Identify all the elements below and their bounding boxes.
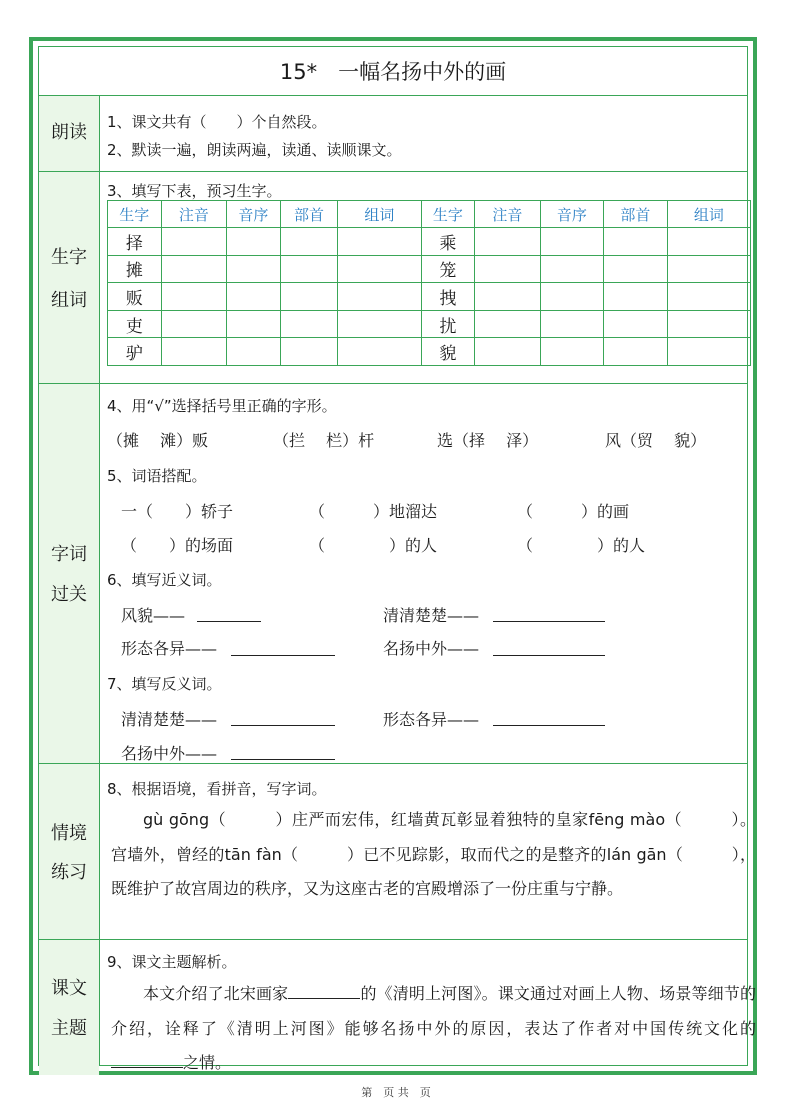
pinyin-cell[interactable] xyxy=(475,228,540,256)
index-letter-cell[interactable] xyxy=(227,255,281,283)
character-cell: 贩 xyxy=(108,283,162,311)
table-header: 音序 xyxy=(227,201,281,228)
section-label-theme-1: 课文 xyxy=(51,978,87,999)
table-row xyxy=(108,338,751,366)
answer-line[interactable] xyxy=(493,725,605,726)
index-letter-cell[interactable] xyxy=(227,310,281,338)
radical-cell[interactable] xyxy=(604,283,668,311)
word-cell[interactable] xyxy=(338,228,421,256)
table-row xyxy=(108,228,751,256)
question-2: 2、默读一遍，朗读两遍，读通、读顺课文。 xyxy=(107,141,402,159)
word-cell[interactable] xyxy=(667,228,750,256)
word-cell[interactable] xyxy=(667,310,750,338)
section-label-characters-1: 生字 xyxy=(51,247,87,268)
index-letter-cell[interactable] xyxy=(227,228,281,256)
pinyin-cell[interactable] xyxy=(161,310,226,338)
word-cell[interactable] xyxy=(667,338,750,366)
question-4: 4、用“√”选择括号里正确的字形。 xyxy=(107,397,337,415)
collocation-item: 一（ ）轿子 xyxy=(121,502,234,521)
paragraph-text: 了一份庄重与宁静。 xyxy=(479,879,624,898)
paragraph-text: （ ），既维护了故宫周边的秩序，又为这座古老的宫殿增添 xyxy=(111,844,756,898)
table-header: 组词 xyxy=(667,201,750,228)
choice-item[interactable]: 风（贸 貌） xyxy=(605,431,707,450)
synonym-prompt: 名扬中外—— xyxy=(383,639,480,658)
answer-line[interactable] xyxy=(288,982,360,999)
paragraph-text: 国传统文化的 xyxy=(650,1018,756,1038)
character-cell: 拽 xyxy=(421,283,475,311)
section-label-theme-2: 主题 xyxy=(51,1018,87,1039)
pinyin-cell[interactable] xyxy=(475,255,540,283)
paragraph-text: （ ）。宫墙外，曾经的 xyxy=(111,810,756,864)
character-cell: 驴 xyxy=(108,338,162,366)
index-letter-cell[interactable] xyxy=(540,228,604,256)
divider xyxy=(39,939,747,940)
radical-cell[interactable] xyxy=(280,310,338,338)
pinyin-prompt: fēng mào xyxy=(588,810,666,829)
index-letter-cell[interactable] xyxy=(540,310,604,338)
index-letter-cell[interactable] xyxy=(540,255,604,283)
word-cell[interactable] xyxy=(338,338,421,366)
radical-cell[interactable] xyxy=(280,338,338,366)
synonym-prompt: 清清楚楚—— xyxy=(383,606,480,625)
radical-cell[interactable] xyxy=(280,283,338,311)
pinyin-cell[interactable] xyxy=(475,338,540,366)
section-label-context-1: 情境 xyxy=(51,823,87,844)
index-letter-cell[interactable] xyxy=(540,283,604,311)
character-cell: 乘 xyxy=(421,228,475,256)
answer-line[interactable] xyxy=(231,725,335,726)
table-header: 生字 xyxy=(421,201,475,228)
answer-line[interactable] xyxy=(231,759,335,760)
worksheet-frame xyxy=(29,37,757,1075)
paragraph-text: 的《清明上河图》。课文通过对画上人物、场 xyxy=(360,984,676,1003)
paragraph-text: 齐的 xyxy=(574,844,607,864)
radical-cell[interactable] xyxy=(604,255,668,283)
question-8: 8、根据语境，看拼音，写字词。 xyxy=(107,780,327,798)
pinyin-cell[interactable] xyxy=(161,338,226,366)
radical-cell[interactable] xyxy=(280,255,338,283)
collocation-item: （ ）的人 xyxy=(309,536,438,555)
answer-line[interactable] xyxy=(493,621,605,622)
paragraph-text: （ ）庄严而宏伟，红墙黄瓦彰显着独特的皇家 xyxy=(209,810,589,829)
table-header: 注音 xyxy=(475,201,540,228)
index-letter-cell[interactable] xyxy=(540,338,604,366)
answer-line[interactable] xyxy=(197,621,261,622)
paragraph-text: （ ）已不见踪影，取而代之的是整 xyxy=(281,844,575,864)
worksheet-table xyxy=(38,46,756,1072)
table-header: 注音 xyxy=(161,201,226,228)
antonym-prompt: 清清楚楚—— xyxy=(121,710,218,729)
divider xyxy=(39,95,747,96)
paragraph-text: 本文介绍了北宋画家 xyxy=(143,984,289,1003)
word-cell[interactable] xyxy=(667,255,750,283)
question-7: 7、填写反义词。 xyxy=(107,675,222,693)
character-cell: 貌 xyxy=(421,338,475,366)
answer-line[interactable] xyxy=(111,1051,183,1068)
question-1: 1、课文共有（ ）个自然段。 xyxy=(107,113,327,131)
collocation-item: （ ）地溜达 xyxy=(309,502,438,521)
pinyin-prompt: tān fàn xyxy=(224,844,282,864)
character-cell: 扰 xyxy=(421,310,475,338)
pinyin-prompt: lán gān xyxy=(606,844,667,864)
table-header: 组词 xyxy=(338,201,421,228)
section-label-context-2: 练习 xyxy=(51,862,87,883)
divider xyxy=(39,171,747,172)
question-6: 6、填写近义词。 xyxy=(107,571,222,589)
pinyin-cell[interactable] xyxy=(161,228,226,256)
radical-cell[interactable] xyxy=(604,310,668,338)
index-letter-cell[interactable] xyxy=(227,283,281,311)
section-label-vocab-1: 字词 xyxy=(51,544,87,565)
page-footer: 第 页 共 页 xyxy=(361,1086,431,1099)
character-cell: 择 xyxy=(108,228,162,256)
pinyin-prompt: gù gōng xyxy=(143,810,210,829)
answer-line[interactable] xyxy=(493,655,605,656)
word-cell[interactable] xyxy=(338,255,421,283)
question-5: 5、词语搭配。 xyxy=(107,467,207,485)
question-9: 9、课文主题解析。 xyxy=(107,953,237,971)
index-letter-cell[interactable] xyxy=(227,338,281,366)
choice-item[interactable]: 选（择 泽） xyxy=(437,431,539,450)
word-cell[interactable] xyxy=(338,310,421,338)
table-row xyxy=(108,283,751,311)
table-row xyxy=(108,310,751,338)
synonym-prompt: 风貌—— xyxy=(121,606,186,625)
character-cell: 吏 xyxy=(108,310,162,338)
character-cell: 摊 xyxy=(108,255,162,283)
section-label-reading: 朗读 xyxy=(51,122,87,143)
radical-cell[interactable] xyxy=(604,338,668,366)
column-divider xyxy=(99,95,100,1065)
pinyin-cell[interactable] xyxy=(161,283,226,311)
collocation-item: （ ）的画 xyxy=(517,502,630,521)
paragraph-text: 景等细节的介绍，诠释了《清明上河图》能够名扬中外的原因，表达了作者对中 xyxy=(111,984,756,1038)
section-label-characters-2: 组词 xyxy=(51,290,87,311)
table-header: 音序 xyxy=(540,201,604,228)
table-row xyxy=(108,255,751,283)
antonym-prompt: 名扬中外—— xyxy=(121,744,218,763)
section-label-vocab-2: 过关 xyxy=(51,584,87,605)
table-header: 生字 xyxy=(108,201,162,228)
answer-line[interactable] xyxy=(231,655,335,656)
radical-cell[interactable] xyxy=(604,228,668,256)
antonym-prompt: 形态各异—— xyxy=(383,710,480,729)
collocation-item: （ ）的场面 xyxy=(121,536,234,555)
table-header: 部首 xyxy=(604,201,668,228)
context-paragraph xyxy=(111,803,756,907)
synonym-prompt: 形态各异—— xyxy=(121,639,218,658)
table-header: 部首 xyxy=(280,201,338,228)
choice-item[interactable]: （拦 栏）杆 xyxy=(273,431,375,450)
collocation-item: （ ）的人 xyxy=(517,536,646,555)
radical-cell[interactable] xyxy=(280,228,338,256)
character-cell: 笼 xyxy=(421,255,475,283)
word-cell[interactable] xyxy=(338,283,421,311)
pinyin-cell[interactable] xyxy=(475,310,540,338)
word-cell[interactable] xyxy=(667,283,750,311)
paragraph-text: 之情。 xyxy=(183,1053,232,1072)
pinyin-cell[interactable] xyxy=(475,283,540,311)
question-3: 3、填写下表，预习生字。 xyxy=(107,182,282,200)
character-table xyxy=(107,200,751,366)
divider xyxy=(39,383,747,384)
theme-paragraph xyxy=(111,977,756,1081)
pinyin-cell[interactable] xyxy=(161,255,226,283)
choice-item[interactable]: （摊 滩）贩 xyxy=(107,431,209,450)
page-title: 15* 一幅名扬中外的画 xyxy=(279,60,507,84)
